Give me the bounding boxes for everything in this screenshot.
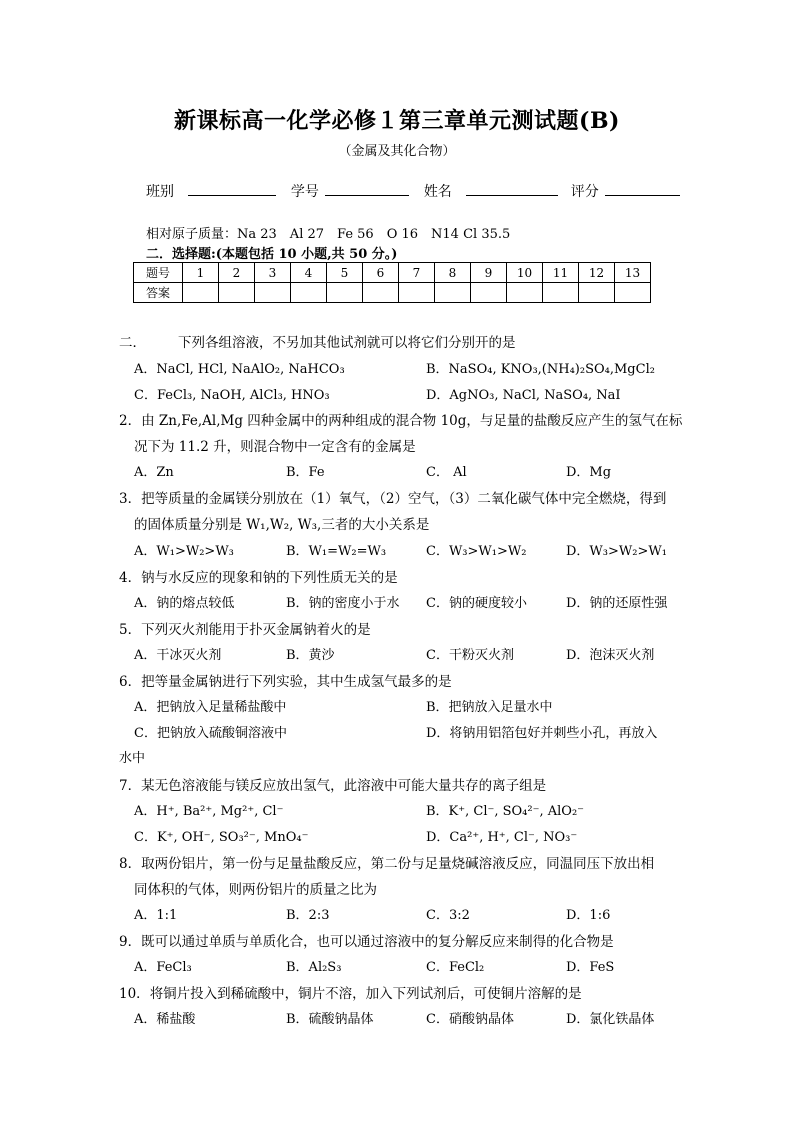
option-d[interactable]: D．Mg — [566, 465, 612, 480]
answer-cell[interactable] — [471, 283, 507, 303]
option-b[interactable]: B．把钠放入足量水中 — [426, 700, 553, 715]
option-b[interactable]: B．K⁺, Cl⁻, SO₄²⁻, AlO₂⁻ — [426, 804, 585, 819]
question-stem: 取两份铝片，第一份与足量盐酸反应，第二份与足量烧碱溶液反应，同温同压下放出相 — [141, 856, 655, 872]
score-label: 评分 — [570, 184, 599, 200]
option-b[interactable]: B．NaSO₄, KNO₃,(NH₄)₂SO₄,MgCl₂ — [426, 362, 655, 377]
option-d[interactable]: D．W₃>W₂>W₁ — [566, 544, 667, 559]
option-b[interactable]: B．Al₂S₃ — [286, 960, 342, 975]
answer-cell[interactable] — [327, 283, 363, 303]
answer-cell[interactable] — [543, 283, 579, 303]
question-stem: 由 Zn,Fe,Al,Mg 四种金属中的两种组成的混合物 10g，与足量的盐酸反应产生的氢气在标 — [141, 413, 683, 429]
answer-number: 11 — [543, 263, 579, 283]
question-2 — [119, 409, 682, 429]
row-label-answer: 答案 — [134, 283, 183, 303]
question-number: 2． — [119, 413, 142, 429]
question-stem-continued: 同体积的气体，则两份铝片的质量之比为 — [134, 882, 377, 898]
question-stem-continued: 的固体质量分别是 W₁,W₂, W₃,三者的大小关系是 — [134, 517, 430, 533]
question-number: 4． — [119, 570, 142, 586]
question-6 — [119, 670, 452, 690]
answer-cell[interactable] — [363, 283, 399, 303]
question-stem: 下列各组溶液，不另加其他试剂就可以将它们分别开的是 — [178, 335, 516, 351]
question-5 — [119, 618, 371, 638]
option-a[interactable]: A．把钠放入足量稀盐酸中 — [134, 700, 287, 715]
page-subtitle: （金属及其化合物） — [338, 144, 456, 159]
question-number: 10． — [119, 986, 150, 1002]
answer-number: 10 — [507, 263, 543, 283]
answer-cell[interactable] — [219, 283, 255, 303]
question-stem: 某无色溶液能与镁反应放出氢气，此溶液中可能大量共存的离子组是 — [141, 778, 547, 794]
option-d[interactable]: D．Ca²⁺, H⁺, Cl⁻, NO₃⁻ — [426, 830, 578, 845]
option-a[interactable]: A．W₁>W₂>W₃ — [134, 544, 234, 559]
option-a[interactable]: A．稀盐酸 — [134, 1012, 196, 1027]
question-number: 6． — [119, 674, 142, 690]
score-field[interactable] — [605, 181, 680, 196]
option-a[interactable]: A．干冰灭火剂 — [134, 648, 222, 663]
answer-number: 3 — [255, 263, 291, 283]
answer-number: 8 — [435, 263, 471, 283]
option-a[interactable]: A．钠的熔点较低 — [134, 596, 235, 611]
question-stem: 把等量金属钠进行下列实验，其中生成氢气最多的是 — [141, 674, 452, 690]
question-number: 8． — [119, 856, 142, 872]
option-a[interactable]: A．NaCl, HCl, NaAlO₂, NaHCO₃ — [134, 362, 345, 377]
row-label-number: 题号 — [134, 263, 183, 283]
option-a[interactable]: A．1:1 — [134, 908, 178, 923]
class-field[interactable] — [188, 181, 276, 196]
question-9 — [119, 930, 614, 950]
option-d[interactable]: D．泡沫灭火剂 — [566, 648, 655, 663]
option-d-continued: 水中 — [119, 751, 146, 766]
option-d[interactable]: D．将钠用铝箔包好并刺些小孔，再放入 — [426, 726, 658, 741]
name-label: 姓名 — [423, 184, 452, 200]
section-heading: 二．选择题:(本题包括 10 小题,共 50 分。) — [146, 247, 398, 262]
question-4 — [119, 566, 398, 586]
answer-number: 7 — [399, 263, 435, 283]
answer-table — [133, 262, 651, 303]
question-number: 9． — [119, 934, 142, 950]
option-b[interactable]: B．Fe — [286, 465, 325, 480]
answer-table-number-row — [134, 263, 651, 283]
answer-number: 13 — [615, 263, 651, 283]
question-number: 7． — [119, 778, 142, 794]
option-c[interactable]: C．K⁺, OH⁻, SO₃²⁻, MnO₄⁻ — [134, 830, 309, 845]
question-stem: 下列灭火剂能用于扑灭金属钠着火的是 — [141, 622, 371, 638]
answer-cell[interactable] — [291, 283, 327, 303]
option-b[interactable]: B．W₁=W₂=W₃ — [286, 544, 387, 559]
answer-cell[interactable] — [255, 283, 291, 303]
option-a[interactable]: A．Zn — [134, 465, 174, 480]
answer-number: 4 — [291, 263, 327, 283]
answer-table-answer-row — [134, 283, 651, 303]
option-c[interactable]: C．干粉灭火剂 — [426, 648, 514, 663]
option-b[interactable]: B．2:3 — [286, 908, 330, 923]
answer-number: 1 — [183, 263, 219, 283]
answer-number: 9 — [471, 263, 507, 283]
answer-cell[interactable] — [579, 283, 615, 303]
number-field[interactable] — [325, 181, 409, 196]
option-c[interactable]: C．把钠放入硫酸铜溶液中 — [134, 726, 287, 741]
atomic-masses: 相对原子质量：Na 23 Al 27 Fe 56 O 16 N14 Cl 35.5 — [146, 227, 511, 242]
option-b[interactable]: B．黄沙 — [286, 648, 335, 663]
option-c[interactable]: C．3:2 — [426, 908, 470, 923]
option-b[interactable]: B．钠的密度小于水 — [286, 596, 400, 611]
answer-cell[interactable] — [435, 283, 471, 303]
question-3 — [119, 487, 666, 507]
question-number: 3． — [119, 491, 142, 507]
question-stem: 将铜片投入到稀硫酸中，铜片不溶，加入下列试剂后，可使铜片溶解的是 — [149, 986, 582, 1002]
number-label: 学号 — [290, 184, 319, 200]
option-b[interactable]: B．硫酸钠晶体 — [286, 1012, 374, 1027]
option-c[interactable]: C．FeCl₂ — [426, 960, 485, 975]
page-title: 新课标高一化学必修１第三章单元测试题(B) — [174, 108, 620, 134]
question-8 — [119, 852, 654, 872]
option-c[interactable]: C．FeCl₃, NaOH, AlCl₃, HNO₃ — [134, 388, 330, 403]
question-stem: 既可以通过单质与单质化合，也可以通过溶液中的复分解反应来制得的化合物是 — [141, 934, 614, 950]
question-1 — [119, 331, 516, 351]
question-7 — [119, 774, 546, 794]
option-d[interactable]: D．AgNO₃, NaCl, NaSO₄, NaI — [426, 388, 621, 403]
option-c[interactable]: C．W₃>W₁>W₂ — [426, 544, 527, 559]
option-d[interactable]: D．1:6 — [566, 908, 611, 923]
answer-number: 12 — [579, 263, 615, 283]
option-d[interactable]: D．钠的还原性强 — [566, 596, 668, 611]
question-stem: 把等质量的金属镁分别放在（1）氧气，（2）空气，（3）二氧化碳气体中完全燃烧，得到 — [141, 491, 667, 507]
question-number: 5． — [119, 622, 142, 638]
answer-cell[interactable] — [399, 283, 435, 303]
answer-number: 6 — [363, 263, 399, 283]
name-field[interactable] — [466, 181, 558, 196]
option-c[interactable]: C．钠的硬度较小 — [426, 596, 527, 611]
answer-cell[interactable] — [615, 283, 651, 303]
answer-number: 5 — [327, 263, 363, 283]
option-c[interactable]: C．硝酸钠晶体 — [426, 1012, 514, 1027]
option-d[interactable]: D．FeS — [566, 960, 615, 975]
answer-number: 2 — [219, 263, 255, 283]
question-stem-continued: 况下为 11.2 升，则混合物中一定含有的金属是 — [134, 439, 416, 455]
answer-cell[interactable] — [507, 283, 543, 303]
question-stem: 钠与水反应的现象和钠的下列性质无关的是 — [141, 570, 398, 586]
option-d[interactable]: D．氯化铁晶体 — [566, 1012, 655, 1027]
class-label: 班别 — [146, 184, 174, 200]
question-number: 二． — [119, 335, 146, 351]
option-a[interactable]: A．H⁺, Ba²⁺, Mg²⁺, Cl⁻ — [134, 804, 284, 819]
student-info-row — [146, 181, 680, 201]
question-10 — [119, 982, 582, 1002]
option-a[interactable]: A．FeCl₃ — [134, 960, 192, 975]
option-c[interactable]: C． Al — [426, 465, 467, 480]
answer-cell[interactable] — [183, 283, 219, 303]
